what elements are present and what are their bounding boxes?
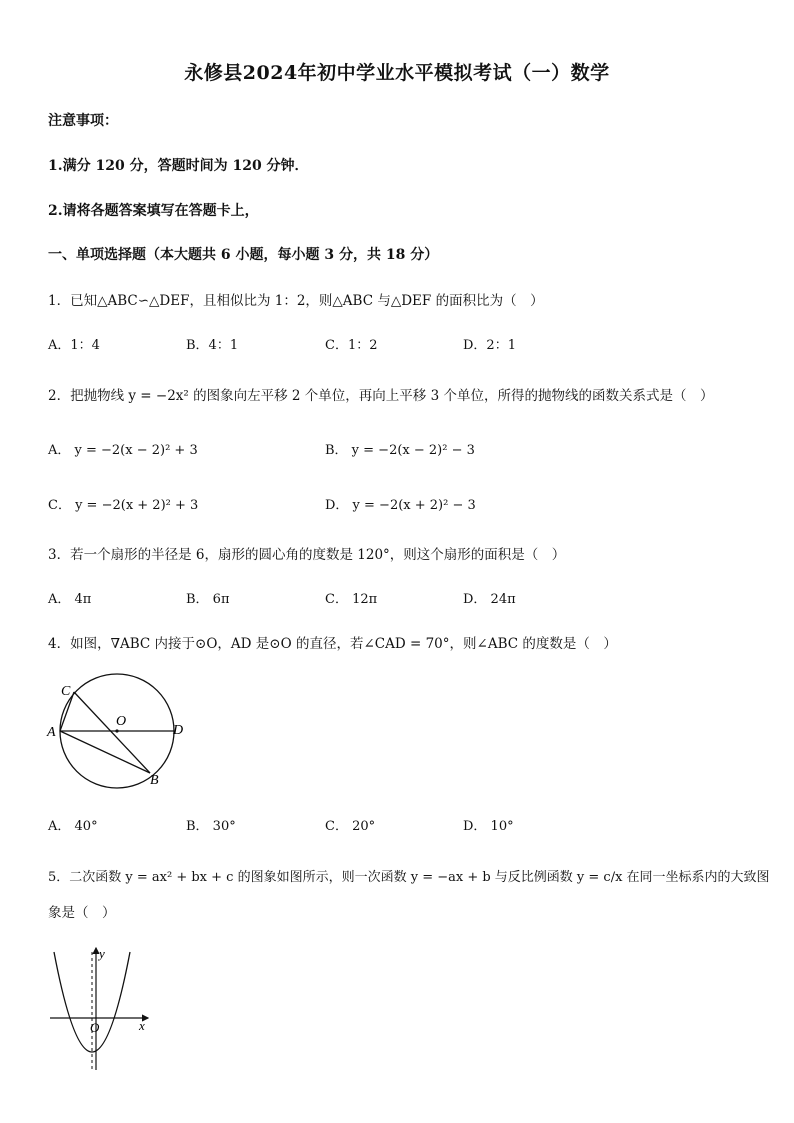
label-d: D xyxy=(173,723,184,738)
q2-option-d: D． y = −2(x + 2)² − 3 xyxy=(325,498,476,513)
q4-option-a: A． 40° xyxy=(48,819,98,834)
q4-option-d: D． 10° xyxy=(463,819,514,834)
page-title: 永修县2024年初中学业水平模拟考试（一）数学 xyxy=(184,62,610,84)
q4-option-b: B． 30° xyxy=(186,819,236,834)
question-4-stem: 4．如图，∇ABC 内接于⊙O，AD 是⊙O 的直径，若∠CAD = 70°，则∠ABC 的度数是（ ） xyxy=(48,636,617,652)
question-1-stem: 1．已知△ABC∽△DEF，且相似比为 1：2，则△ABC 与△DEF 的面积比为（ ） xyxy=(48,293,544,309)
section-heading: 一、单项选择题（本大题共 6 小题，每小题 3 分，共 18 分） xyxy=(48,247,439,263)
label-a: A xyxy=(47,725,56,740)
question-5-stem-line2: 象是（ ） xyxy=(48,905,116,921)
q3-option-b: B． 6π xyxy=(186,592,230,607)
q2-option-a: A． y = −2(x − 2)² + 3 xyxy=(48,443,198,458)
label-o: O xyxy=(116,714,127,729)
label-y: y xyxy=(99,946,105,961)
q1-option-b: B．4：1 xyxy=(186,338,239,353)
chord-ab xyxy=(60,731,150,773)
notice-heading: 注意事项： xyxy=(48,113,118,129)
label-c: C xyxy=(61,684,71,699)
q1-option-c: C．1：2 xyxy=(325,338,378,353)
notice-item-2: 2.请将各题答案填写在答题卡上， xyxy=(48,203,259,219)
notice-item-1: 1.满分 120 分，答题时间为 120 分钟． xyxy=(48,158,309,174)
chord-cb xyxy=(74,692,150,773)
q3-option-a: A． 4π xyxy=(48,592,92,607)
circle-figure xyxy=(40,672,200,792)
q2-option-c: C． y = −2(x + 2)² + 3 xyxy=(48,498,199,513)
label-b: B xyxy=(150,773,159,788)
question-2-stem: 2．把抛物线 y = −2x² 的图象向左平移 2 个单位，再向上平移 3 个单位，所得的抛物线的函数关系式是（ ） xyxy=(48,388,714,404)
q3-option-d: D． 24π xyxy=(463,592,516,607)
q4-option-c: C． 20° xyxy=(325,819,376,834)
parabola-figure xyxy=(44,942,156,1076)
center-point xyxy=(115,729,118,732)
label-origin: O xyxy=(90,1020,100,1035)
q2-option-b: B． y = −2(x − 2)² − 3 xyxy=(325,443,475,458)
question-5-stem-line1: 5．二次函数 y = ax² + bx + c 的图象如图所示，则一次函数 y = −ax + b 与反比例函数 y = c/x 在同一坐标系内的大致图 xyxy=(48,870,770,885)
q3-option-c: C． 12π xyxy=(325,592,378,607)
q1-option-a: A．1：4 xyxy=(48,338,100,353)
question-3-stem: 3．若一个扇形的半径是 6，扇形的圆心角的度数是 120°，则这个扇形的面积是（ ） xyxy=(48,547,566,563)
q1-option-d: D．2：1 xyxy=(463,338,516,353)
label-x: x xyxy=(139,1018,145,1033)
